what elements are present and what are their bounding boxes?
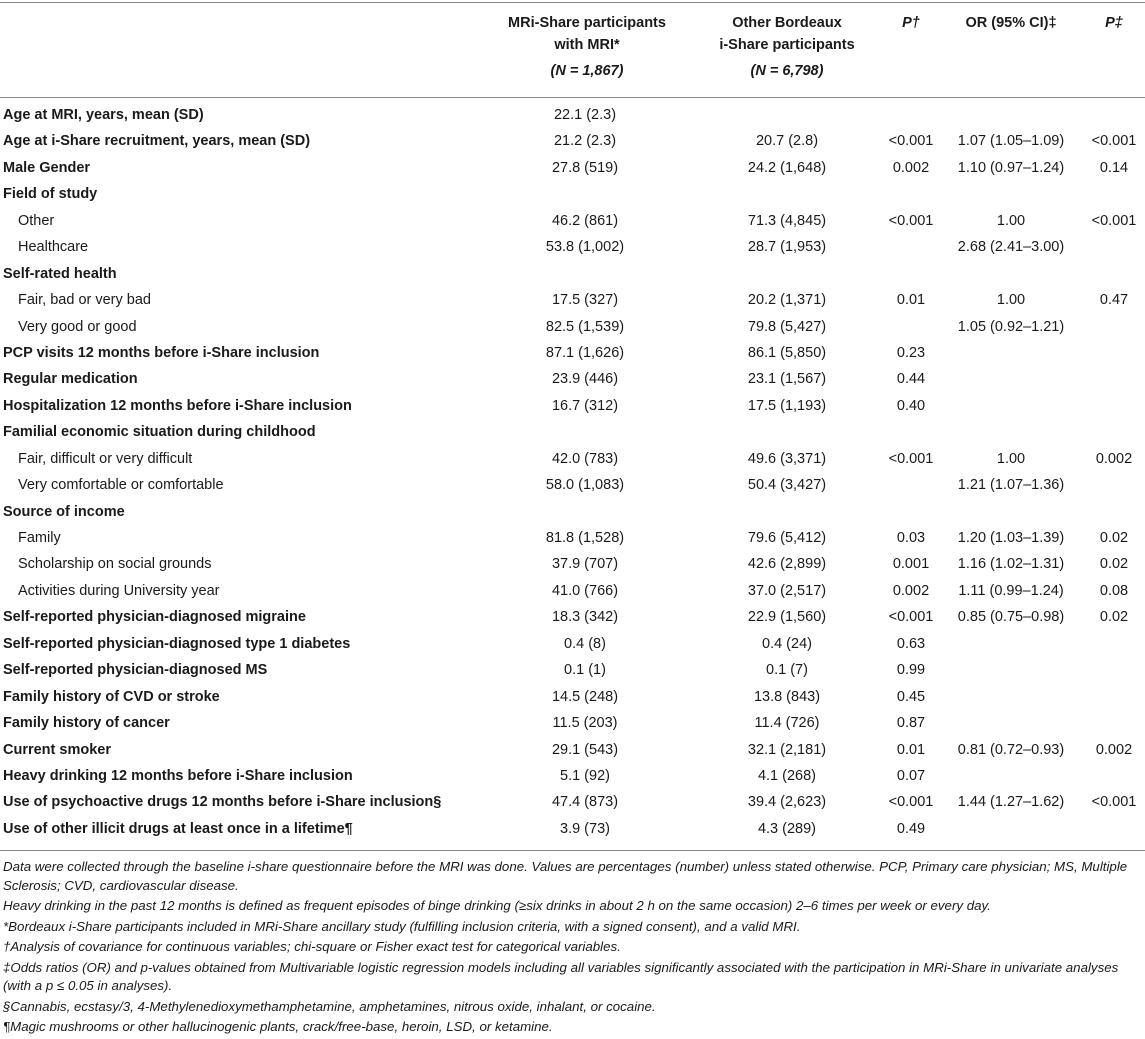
header-p-univariate: P†: [902, 15, 920, 31]
cell-p-univariate: <0.001: [888, 794, 934, 811]
cell-p-multivariable: 0.02: [1099, 530, 1129, 546]
cell-p-univariate: 0.03: [896, 530, 926, 546]
cell-mri-share: 87.1 (1,626): [545, 344, 625, 361]
header-mri-share-line1: MRi-Share participants: [508, 15, 666, 31]
cell-p-univariate: 0.99: [896, 662, 926, 679]
table-row: [0, 155, 1145, 181]
cell-mri-share: 53.8 (1,002): [545, 239, 625, 256]
footnote: Heavy drinking in the past 12 months is defined as frequent episodes of binge drinking (≥six drinks in about 2 h on the same occasion) 2–6 times per week or every day.: [3, 898, 991, 913]
cell-odds-ratio: 1.16 (1.02–1.31): [957, 556, 1065, 573]
table-row: [0, 393, 1145, 419]
row-label: Family history of CVD or stroke: [3, 688, 220, 705]
cell-mri-share: 23.9 (446): [551, 371, 619, 388]
footnote: ‡Odds ratios (OR) and p-values obtained from Multivariable logistic regression models including all variables significantly associated with the participation in MRi-Share in univariate analyses (with a p ≤ 0.05 in analyses).: [3, 959, 1119, 993]
cell-odds-ratio: 1.20 (1.03–1.39): [957, 530, 1065, 546]
table-row: [0, 446, 1145, 472]
table-row: [0, 261, 1145, 287]
header-other-bordeaux: [692, 12, 882, 82]
cell-p-univariate: <0.001: [888, 212, 934, 229]
table-row: [0, 737, 1145, 763]
cell-p-multivariable: 0.02: [1099, 556, 1129, 573]
cell-mri-share: 11.5 (203): [552, 715, 618, 732]
cell-p-multivariable: <0.001: [1091, 794, 1137, 811]
table-row: [0, 816, 1145, 842]
cell-p-multivariable: <0.001: [1091, 212, 1137, 229]
row-label: Male Gender: [3, 159, 91, 176]
row-label: Use of psychoactive drugs 12 months before i-Share inclusion§: [3, 794, 442, 811]
bottom-rule: [0, 850, 1145, 851]
cell-mri-share: 82.5 (1,539): [545, 318, 625, 335]
cell-mri-share: 14.5 (248): [551, 688, 619, 705]
cell-p-univariate: 0.44: [896, 371, 926, 388]
table-row: [0, 419, 1145, 445]
cell-odds-ratio: 1.10 (0.97–1.24): [957, 159, 1065, 176]
cell-other-bordeaux: 13.8 (843): [753, 688, 821, 705]
cell-p-univariate: 0.45: [896, 688, 926, 705]
header-rule: [0, 97, 1145, 98]
row-label: Source of income: [3, 503, 125, 520]
table-row: [0, 366, 1145, 392]
cell-mri-share: 42.0 (783): [551, 450, 619, 467]
table-row: [0, 314, 1145, 340]
cell-other-bordeaux: 39.4 (2,623): [747, 794, 827, 811]
cell-mri-share: 22.1 (2.3): [553, 107, 617, 123]
header-mri-share-n: (N = 1,867): [550, 63, 624, 79]
cell-other-bordeaux: 86.1 (5,850): [747, 344, 827, 361]
table-row: [0, 789, 1145, 815]
cell-mri-share: 58.0 (1,083): [545, 477, 625, 494]
cell-other-bordeaux: 23.1 (1,567): [747, 371, 827, 388]
cell-odds-ratio: 1.44 (1.27–1.62): [957, 794, 1065, 811]
cell-odds-ratio: 0.85 (0.75–0.98): [957, 609, 1065, 626]
cell-other-bordeaux: 17.5 (1,193): [747, 397, 827, 414]
cell-p-univariate: 0.07: [896, 767, 926, 784]
cell-mri-share: 37.9 (707): [551, 556, 619, 573]
table-row: [0, 128, 1145, 154]
table-row: [0, 287, 1145, 313]
row-label: Family history of cancer: [3, 715, 170, 732]
cell-mri-share: 41.0 (766): [551, 582, 619, 599]
footnote: Data were collected through the baseline i-share questionnaire before the MRI was done. Values are percentages (number) unless stated otherwise. PCP, Primary care physician; MS, Multiple Sclerosis; CVD, cardiovascular disease.: [3, 859, 1128, 893]
cell-p-univariate: 0.001: [892, 556, 930, 573]
cell-mri-share: 0.4 (8): [564, 635, 606, 652]
cell-other-bordeaux: 20.2 (1,371): [747, 292, 827, 309]
cell-other-bordeaux: 71.3 (4,845): [747, 212, 827, 229]
table-header: [0, 2, 1145, 97]
cell-odds-ratio: 1.07 (1.05–1.09): [957, 133, 1065, 150]
footnote: *Bordeaux i-Share participants included in MRi-Share ancillary study (fulfilling inclusion criteria, with a signed consent), and a valid MRI.: [3, 918, 801, 934]
table-row: [0, 684, 1145, 710]
table-row: [0, 102, 1145, 128]
cell-p-univariate: <0.001: [888, 609, 934, 626]
row-label: Fair, difficult or very difficult: [18, 450, 193, 467]
cell-mri-share: 3.9 (73): [560, 820, 610, 837]
table-row: [0, 604, 1145, 630]
row-label: Age at i-Share recruitment, years, mean (SD): [3, 133, 311, 150]
footnote: §Cannabis, ecstasy/3, 4-Methylenedioxymethamphetamine, amphetamines, nitrous oxide, inhalant, or cocaine.: [3, 998, 656, 1014]
cell-odds-ratio: 1.21 (1.07–1.36): [957, 477, 1065, 494]
row-label: Regular medication: [3, 371, 138, 388]
row-label: Other: [18, 212, 55, 229]
table-row: [0, 234, 1145, 260]
cell-mri-share: 16.7 (312): [551, 397, 619, 414]
table-row: [0, 710, 1145, 736]
table-footnotes: [3, 858, 1141, 1037]
cell-other-bordeaux: 0.1 (7): [766, 662, 808, 679]
cell-p-univariate: <0.001: [888, 450, 934, 467]
row-label: Scholarship on social grounds: [18, 556, 212, 573]
cell-other-bordeaux: 37.0 (2,517): [747, 582, 827, 599]
cell-p-univariate: 0.002: [892, 159, 930, 176]
cell-other-bordeaux: 49.6 (3,371): [747, 450, 827, 467]
row-label: Hospitalization 12 months before i-Share inclusion: [3, 397, 352, 414]
cell-p-multivariable: 0.08: [1099, 582, 1129, 599]
row-label: Family: [18, 530, 61, 546]
cell-other-bordeaux: 28.7 (1,953): [747, 239, 827, 256]
header-other-line2: i-Share participants: [719, 37, 855, 53]
row-label: Self-rated health: [3, 265, 117, 282]
cell-mri-share: 29.1 (543): [551, 741, 619, 758]
header-other-n: (N = 6,798): [750, 63, 824, 79]
cell-other-bordeaux: 50.4 (3,427): [747, 477, 827, 494]
header-p-multivariable: P‡: [1105, 15, 1123, 31]
cell-odds-ratio: 1.11 (0.99–1.24): [958, 582, 1064, 599]
header-odds-ratio: OR (95% CI)‡: [965, 15, 1057, 31]
row-label: Healthcare: [18, 239, 89, 256]
cell-other-bordeaux: 32.1 (2,181): [747, 741, 827, 758]
row-label: Very good or good: [18, 318, 137, 335]
table-row: [0, 181, 1145, 207]
cell-other-bordeaux: 0.4 (24): [762, 635, 812, 652]
table-row: [0, 525, 1145, 551]
table-row: [0, 551, 1145, 577]
cell-mri-share: 5.1 (92): [560, 767, 610, 784]
cell-mri-share: 21.2 (2.3): [553, 133, 617, 150]
table-row: [0, 763, 1145, 789]
cell-other-bordeaux: 11.4 (726): [754, 715, 820, 732]
cell-mri-share: 47.4 (873): [551, 794, 619, 811]
footnote: ¶Magic mushrooms or other hallucinogenic plants, crack/free-base, heroin, LSD, or ketamine.: [3, 1019, 553, 1034]
cell-odds-ratio: 1.00: [996, 212, 1026, 229]
table-row: [0, 340, 1145, 366]
row-label: Field of study: [3, 186, 98, 203]
table-row: [0, 578, 1145, 604]
cell-other-bordeaux: 4.1 (268): [757, 767, 817, 784]
table-row: [0, 499, 1145, 525]
row-label: Heavy drinking 12 months before i-Share inclusion: [3, 767, 353, 784]
row-label: Current smoker: [3, 741, 111, 758]
cell-mri-share: 27.8 (519): [551, 159, 619, 176]
cell-other-bordeaux: 20.7 (2.8): [755, 133, 819, 150]
row-label: Fair, bad or very bad: [18, 292, 151, 309]
cell-p-univariate: 0.01: [896, 292, 926, 309]
row-label: PCP visits 12 months before i-Share inclusion: [3, 344, 320, 361]
header-mri-share-line2: with MRI*: [554, 37, 620, 53]
row-label: Age at MRI, years, mean (SD): [3, 107, 204, 123]
cell-p-univariate: 0.002: [892, 582, 930, 599]
table-row: [0, 208, 1145, 234]
row-label: Self-reported physician-diagnosed type 1 diabetes: [3, 635, 351, 652]
cell-other-bordeaux: 42.6 (2,899): [747, 556, 827, 573]
cell-p-univariate: 0.63: [896, 635, 926, 652]
cell-mri-share: 18.3 (342): [551, 609, 619, 626]
row-label: Activities during University year: [18, 582, 220, 599]
cell-odds-ratio: 1.00: [996, 292, 1026, 309]
table-row: [0, 631, 1145, 657]
cell-mri-share: 46.2 (861): [551, 212, 619, 229]
table-body: [0, 102, 1145, 842]
cell-p-multivariable: 0.14: [1099, 159, 1129, 176]
cell-p-univariate: 0.40: [896, 397, 926, 414]
row-label: Very comfortable or comfortable: [18, 477, 224, 494]
row-label: Use of other illicit drugs at least once in a lifetime¶: [3, 820, 353, 837]
cell-p-univariate: 0.01: [896, 741, 926, 758]
cell-odds-ratio: 2.68 (2.41–3.00): [957, 239, 1065, 256]
cell-odds-ratio: 1.00: [996, 450, 1026, 467]
cell-p-multivariable: 0.02: [1099, 609, 1129, 626]
cell-p-multivariable: 0.002: [1095, 741, 1133, 758]
header-other-line1: Other Bordeaux: [732, 15, 842, 31]
row-label: Familial economic situation during childhood: [3, 424, 316, 441]
footnote: †Analysis of covariance for continuous variables; chi-square or Fisher exact test for categorical variables.: [3, 939, 621, 954]
row-label: Self-reported physician-diagnosed migraine: [3, 609, 306, 626]
cell-mri-share: 17.5 (327): [551, 292, 619, 309]
cell-other-bordeaux: 79.6 (5,412): [747, 530, 827, 546]
cell-other-bordeaux: 4.3 (289): [757, 820, 817, 837]
header-mri-share: [487, 12, 687, 82]
table-row: [0, 657, 1145, 683]
cell-mri-share: 0.1 (1): [564, 662, 606, 679]
cell-p-univariate: 0.49: [896, 820, 926, 837]
cell-odds-ratio: 0.81 (0.72–0.93): [957, 741, 1065, 758]
cell-p-multivariable: 0.47: [1099, 292, 1129, 309]
cell-mri-share: 81.8 (1,528): [545, 530, 625, 546]
cell-p-univariate: 0.23: [896, 344, 926, 361]
cell-p-univariate: <0.001: [888, 133, 934, 150]
cell-other-bordeaux: 79.8 (5,427): [747, 318, 827, 335]
row-label: Self-reported physician-diagnosed MS: [3, 662, 268, 679]
table-row: [0, 472, 1145, 498]
cell-p-multivariable: 0.002: [1095, 450, 1133, 467]
cell-p-multivariable: <0.001: [1091, 133, 1137, 150]
cell-other-bordeaux: 22.9 (1,560): [747, 609, 827, 626]
cell-odds-ratio: 1.05 (0.92–1.21): [957, 318, 1065, 335]
cell-p-univariate: 0.87: [896, 715, 926, 732]
cell-other-bordeaux: 24.2 (1,648): [747, 159, 827, 176]
